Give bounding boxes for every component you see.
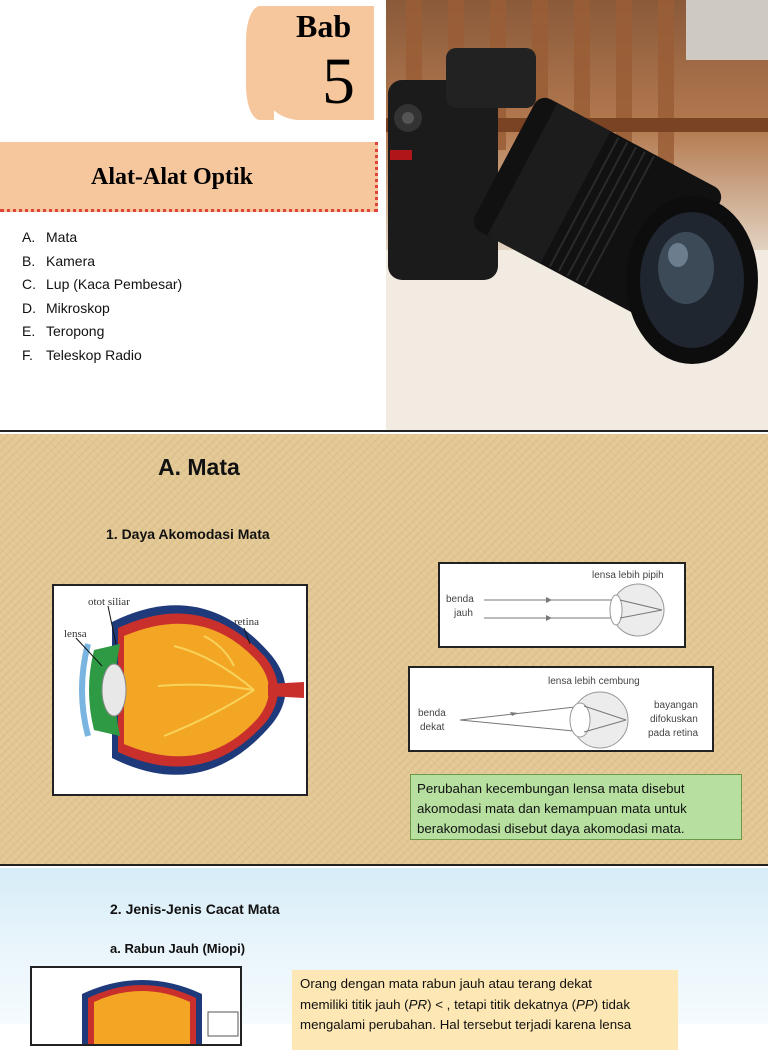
myopia-note: Orang dengan mata rabun jauh atau terang dekat memiliki titik jauh (PR) < , tetapi titik dekatnya (PP) tidak mengalami perubahan. Hal tersebut terjadi karena lensa: [292, 970, 678, 1050]
chapter-number: 5: [322, 45, 355, 118]
toc-item: C. Lup (Kaca Pembesar): [22, 276, 183, 293]
image-line2: difokuskan: [650, 714, 698, 725]
near-object-line2: dekat: [420, 722, 445, 733]
title-slide: [0, 0, 768, 432]
myopia-eye-diagram: [30, 966, 242, 1046]
near-focus-diagram: [408, 666, 714, 752]
sub-heading: a. Rabun Jauh (Miopi): [110, 941, 246, 956]
far-object-line2: jauh: [454, 608, 473, 619]
image-line1: bayangan: [654, 700, 698, 711]
toc-item: D. Mikroskop: [22, 299, 110, 316]
retina-label: retina: [234, 616, 260, 628]
near-object-line1: benda: [418, 708, 446, 719]
eye-anatomy-diagram: [52, 584, 308, 796]
eye-defects-slide: [0, 868, 768, 1032]
far-focus-diagram: [438, 562, 686, 648]
far-object-line1: benda: [446, 594, 474, 605]
flat-lens-caption: lensa lebih pipih: [592, 570, 664, 581]
convex-lens-caption: lensa lebih cembung: [548, 676, 640, 687]
section-heading: 2. Jenis-Jenis Cacat Mata: [110, 901, 280, 917]
sub-heading: 1. Daya Akomodasi Mata: [106, 526, 270, 542]
toc-item: B. Kamera: [22, 252, 96, 269]
toc-item: E. Teropong: [22, 323, 105, 340]
lens-label: lensa: [64, 628, 87, 640]
camera-illustration: [386, 0, 768, 430]
eye-cross-section: [54, 586, 306, 794]
toc-item: A. Mata: [22, 229, 78, 245]
myopia-eye-drawing: [32, 968, 240, 1044]
toc-item: F. Teleskop Radio: [22, 346, 142, 363]
chapter-word: Bab: [296, 8, 352, 44]
ciliary-label: otot siliar: [88, 596, 130, 608]
camera-photo: [386, 0, 768, 430]
chapter-title: Alat-Alat Optik: [91, 164, 253, 190]
section-heading: A. Mata: [158, 454, 240, 480]
eye-slide: [0, 434, 768, 866]
accommodation-note: Perubahan kecembungan lensa mata disebut akomodasi mata dan kemampuan mata untuk berakomodasi disebut daya akomodasi mata.: [410, 774, 742, 840]
image-line3: pada retina: [648, 728, 699, 739]
table-of-contents: [22, 229, 182, 371]
